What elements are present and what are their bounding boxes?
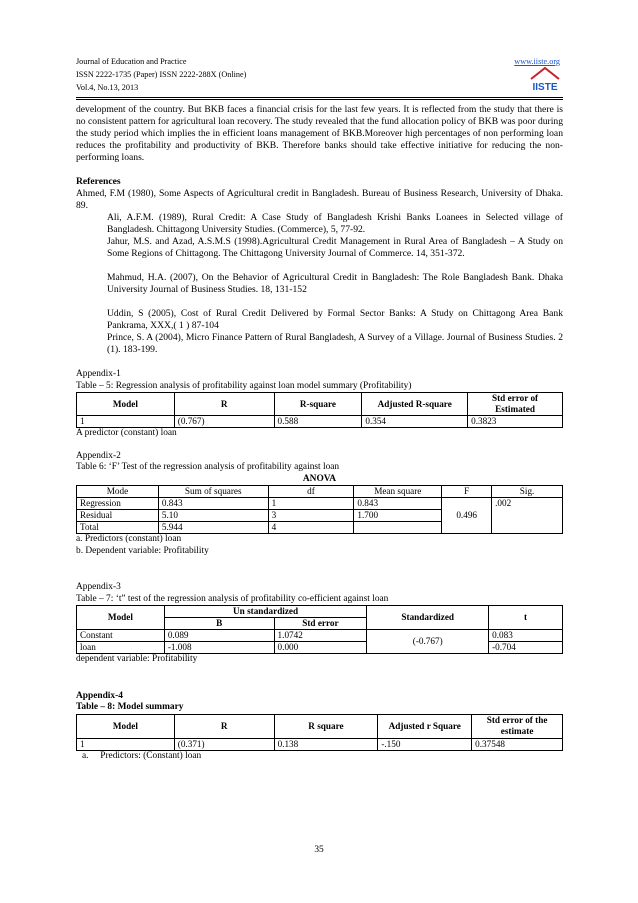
table8-model-summary: [76, 714, 563, 751]
table-row: [77, 642, 563, 654]
t8-header-model: Model: [77, 714, 175, 738]
t7-cell: 1.0742: [274, 630, 367, 642]
t5-header-model: Model: [77, 393, 175, 416]
t6-header-mode: Mode: [77, 486, 159, 498]
appendix1-caption: Table – 5: Regression analysis of profitability against loan model summary (Profitability): [76, 380, 412, 391]
appendix1-title: Appendix-1: [76, 369, 121, 379]
t8-header-r: R: [174, 714, 274, 738]
t7-header-unstandardized: Un standardized: [164, 606, 367, 618]
t7-header-model: Model: [77, 606, 165, 630]
iiste-logo-icon: [527, 66, 563, 94]
appendix3-note: dependent variable: Profitability: [76, 654, 198, 664]
t8-cell: 0.37548: [472, 738, 563, 750]
t8-cell: 0.138: [274, 738, 378, 750]
reference-uddin: Uddin, S (2005), Cost of Rural Credit Delivered by Formal Sector Banks: A Study on Chittagong Area Bank Pankrama, XXX,( 1 ) 87-104: [107, 308, 563, 331]
t7-cell: -0.704: [489, 642, 563, 654]
t6-header-df: df: [268, 486, 354, 498]
t8-header-adj-rsquare: Adjusted r Square: [378, 714, 472, 738]
appendix3-title: Appendix-3: [76, 582, 121, 592]
appendix4-note: a. Predictors: (Constant) loan: [82, 750, 202, 761]
appendix2-caption: Table 6: ‘F’ Test of the regression analysis of profitability against loan: [76, 462, 340, 472]
appendix2-title: Appendix-2: [76, 450, 121, 461]
t6-f-value: 0.496: [442, 498, 492, 534]
t7-cell: loan: [77, 642, 165, 654]
volume-line: Vol.4, No.13, 2013: [76, 83, 139, 92]
issn-line: ISSN 2222-1735 (Paper) ISSN 2222-288X (Online): [76, 70, 247, 79]
t6-sig-value: .002: [492, 498, 563, 534]
t5-cell: (0.767): [174, 416, 274, 428]
table5-model-summary: [76, 392, 563, 428]
reference-jahur: Jahur, M.S. and Azad, A.S.M.S (1998).Agricultural Credit Management in Rural Area of Bangladesh – A Study on Some Regions of Chittagong. The Chittagong University Journal of Commerce. 14, 351-372.: [107, 236, 563, 259]
table7-t-test: [76, 605, 563, 654]
t8-cell: (0.371): [174, 738, 274, 750]
t6-cell: 0.843: [354, 498, 442, 510]
intro-paragraph: development of the country. But BKB faces a financial crisis for the last few years. It is reflected from the study that there is no consistent pattern for agricultural loan recovery. The study revealed that the fund allocation policy of BKB was poor during the study period which implies the in efficient loans management of BKB.Moreover high percentages of non performing loan reduces the profitability and productivity of BKB. Therefore banks should take effective initiative for reducing the non-performing loans.: [76, 104, 563, 163]
t6-cell: Regression: [77, 498, 159, 510]
t7-cell: -1.008: [164, 642, 274, 654]
t6-cell: Total: [77, 522, 159, 534]
t6-cell: 0.843: [158, 498, 268, 510]
t6-header-mean-square: Mean square: [354, 486, 442, 498]
t5-header-adj-rsquare: Adjusted R-square: [362, 393, 468, 416]
t5-header-rsquare: R-square: [274, 393, 362, 416]
t7-cell: 0.083: [489, 630, 563, 642]
t7-cell: Constant: [77, 630, 165, 642]
table-row: [77, 738, 563, 750]
t8-header-std-error: Std error of the estimate: [472, 714, 563, 738]
t6-cell: 1.700: [354, 510, 442, 522]
table-row: [77, 416, 563, 428]
appendix4-title: Appendix-4: [76, 690, 123, 701]
t6-cell: [354, 522, 442, 534]
references-heading: References: [76, 176, 121, 187]
t6-cell: Residual: [77, 510, 159, 522]
t8-cell: 1: [77, 738, 175, 750]
appendix1-note: A predictor (constant) loan: [76, 428, 177, 438]
journal-url-link[interactable]: www.iiste.org: [514, 57, 560, 66]
header-rule-2: [76, 99, 563, 100]
reference-mahmud: Mahmud, H.A. (2007), On the Behavior of Agricultural Credit in Bangladesh: The Role Bangladesh Bank. Dhaka University Journal of Business Studies. 18, 131-152: [107, 272, 563, 295]
t7-header-standardized: Standardized: [367, 606, 489, 630]
reference-prince: Prince, S. A (2004), Micro Finance Pattern of Rural Bangladesh, A Survey of a Village. Journal of Business Studies. 2 (1). 183-199.: [107, 332, 563, 355]
content: [76, 104, 563, 762]
t8-header-rsquare: R square: [274, 714, 378, 738]
header-rule: [76, 97, 563, 98]
t5-header-std-error: Std error of Estimated: [468, 393, 563, 416]
t5-cell: 1: [77, 416, 175, 428]
reference-ahmed: Ahmed, F.M (1980), Some Aspects of Agricultural credit in Bangladesh. Bureau of Business Research, University of Dhaka. 89.: [76, 188, 563, 211]
t6-cell: 1: [268, 498, 354, 510]
table-row: [77, 630, 563, 642]
table6-anova: [76, 485, 563, 534]
appendix2-note-a: a. Predictors (constant) loan: [76, 534, 182, 544]
t5-cell: 0.354: [362, 416, 468, 428]
table-row: [77, 498, 563, 510]
appendix4-caption: Table – 8: Model summary: [76, 702, 184, 712]
t5-cell: 0.3823: [468, 416, 563, 428]
t6-header-sum-squares: Sum of squares: [158, 486, 268, 498]
logo-lettering: IISTE: [532, 82, 558, 93]
t7-cell: 0.089: [164, 630, 274, 642]
t7-header-t: t: [489, 606, 563, 630]
t6-header-f: F: [442, 486, 492, 498]
t7-header-std-error: Std error: [274, 618, 367, 630]
t6-header-sig: Sig.: [492, 486, 563, 498]
t6-cell: 5.10: [158, 510, 268, 522]
reference-ali: Ali, A.F.M. (1989), Rural Credit: A Case Study of Bangladesh Krishi Banks Loanees in Selected village of Bangladesh. Chittagong University Studies. (Commerce), 5, 77-92.: [107, 212, 563, 235]
journal-name: Journal of Education and Practice: [76, 57, 187, 66]
appendix2-note-b: b. Dependent variable: Profitability: [76, 545, 209, 556]
t6-cell: 4: [268, 522, 354, 534]
anova-label: ANOVA: [302, 473, 337, 484]
t8-cell: -.150: [378, 738, 472, 750]
t7-standardized-value: (-0.767): [367, 630, 489, 654]
appendix3-caption: Table – 7: ‘t” test of the regression analysis of profitability co-efficient against loan: [76, 593, 389, 604]
t6-cell: 5.944: [158, 522, 268, 534]
t7-header-b: B: [164, 618, 274, 630]
t7-cell: 0.000: [274, 642, 367, 654]
page-number: 35: [314, 845, 324, 855]
t5-cell: 0.588: [274, 416, 362, 428]
t5-header-r: R: [174, 393, 274, 416]
t6-cell: 3: [268, 510, 354, 522]
